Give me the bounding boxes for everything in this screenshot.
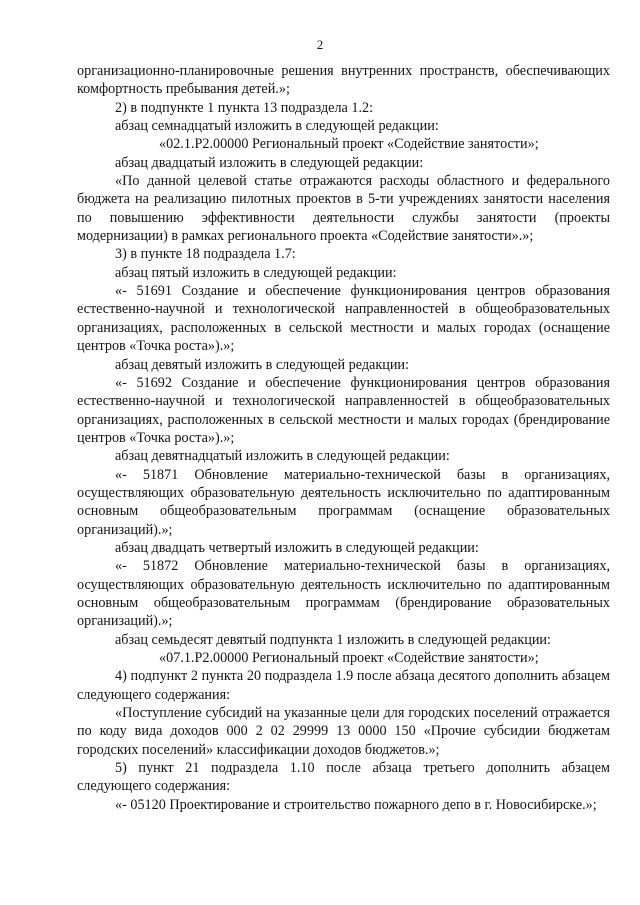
paragraph: 3) в пункте 18 подраздела 1.7:	[115, 246, 296, 263]
paragraph: организационно-планировочные решения внутренних пространств, обеспечивающих комфортность пребывания детей.»;	[77, 63, 610, 98]
paragraph: «02.1.Р2.00000 Региональный проект «Содействие занятости»;	[159, 136, 539, 153]
paragraph: «Поступление субсидий на указанные цели для городских поселений отражается по коду вида доходов 000 2 02 29999 13 0000 150 «Прочие субсидии бюджетам городских поселений» классификации доходов бюджетов.»;	[77, 705, 610, 758]
paragraph: абзац девятый изложить в следующей редакции:	[115, 356, 409, 373]
paragraph: абзац семнадцатый изложить в следующей редакции:	[115, 118, 439, 135]
paragraph: абзац двадцать четвертый изложить в следующей редакции:	[115, 539, 479, 556]
paragraph: «- 05120 Проектирование и строительство пожарного депо в г. Новосибирске.»;	[115, 796, 597, 813]
paragraph: абзац двадцатый изложить в следующей редакции:	[115, 154, 424, 171]
paragraph: «- 51692 Создание и обеспечение функционирования центров образования естественно-научной и технологической направленностей в общеобразовательных организациях, расположенных в сельской местности и малых городах (брендирование центров «Точка роста»).»;	[77, 374, 610, 446]
page-number: 2	[316, 37, 324, 52]
document-body	[77, 62, 610, 814]
paragraph: абзац девятнадцатый изложить в следующей редакции:	[115, 448, 450, 465]
paragraph: «По данной целевой статье отражаются расходы областного и федерального бюджета на реализацию пилотных проектов в 5-ти учреждениях занятости населения по повышению эффективности деятельности службы занятости (проекты модернизации) в рамках регионального проекта «Содействие занятости».»;	[77, 173, 610, 245]
paragraph: абзац семьдесят девятый подпункта 1 изложить в следующей редакции:	[115, 631, 551, 648]
paragraph: «- 51691 Создание и обеспечение функционирования центров образования естественно-научной и технологической направленностей в общеобразовательных организациях, расположенных в сельской местности и малых городах (оснащение центров «Точка роста»).»;	[77, 283, 610, 355]
paragraph: 4) подпункт 2 пункта 20 подраздела 1.9 после абзаца десятого дополнить абзацем следующего содержания:	[77, 668, 610, 703]
paragraph: 5) пункт 21 подраздела 1.10 после абзаца третьего дополнить абзацем следующего содержания:	[77, 760, 610, 795]
paragraph: «- 51871 Обновление материально-технической базы в организациях, осуществляющих образовательную деятельность исключительно по адаптированным основным общеобразовательным программам (оснащение образовательных организаций).»;	[77, 466, 610, 538]
paragraph: 2) в подпункте 1 пункта 13 подраздела 1.2:	[115, 99, 374, 116]
paragraph: «07.1.Р2.00000 Региональный проект «Содействие занятости»;	[159, 650, 539, 666]
paragraph: «- 51872 Обновление материально-технической базы в организациях, осуществляющих образовательную деятельность исключительно по адаптированным основным общеобразовательным программам (брендирование образовательных организаций).»;	[77, 558, 610, 630]
paragraph: абзац пятый изложить в следующей редакции:	[115, 264, 397, 281]
